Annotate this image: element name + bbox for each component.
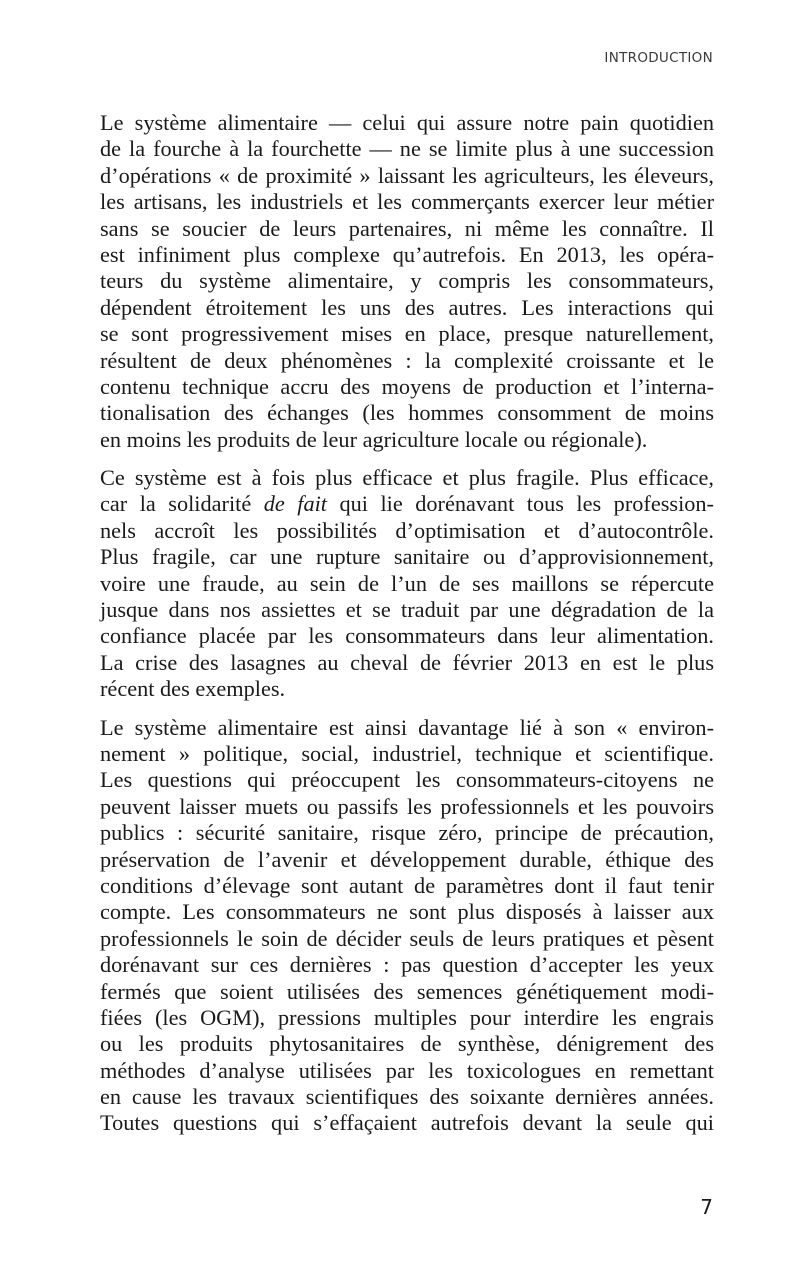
text-line: préservation de l’avenir et développement durable, éthique des xyxy=(100,846,714,872)
text-line: en moins les produits de leur agriculture locale ou régionale). xyxy=(100,426,648,452)
text-line: teurs du système alimentaire, y compris les consommateurs, xyxy=(100,268,714,294)
text-line: compte. Les consommateurs ne sont plus disposés à laisser aux xyxy=(100,899,714,925)
text-line: Ce système est à fois plus efficace et plus fragile. Plus efficace, xyxy=(100,465,714,491)
text-line: fiées (les OGM), pressions multiples pour interdire les engrais xyxy=(100,1004,714,1030)
text-line: contenu technique accru des moyens de production et l’interna- xyxy=(100,373,714,399)
text-line: professionnels le soin de décider seuls de leurs pratiques et pèsent xyxy=(100,925,714,951)
text-line: ou les produits phytosanitaires de synthèse, dénigrement des xyxy=(100,1031,714,1057)
emphasis-de-fait: de fait xyxy=(263,491,327,517)
text-line: nement » politique, social, industriel, technique et scientifique. xyxy=(100,740,714,766)
text-line: récent des exemples. xyxy=(100,676,286,702)
running-head: INTRODUCTION xyxy=(604,50,713,66)
text-line: en cause les travaux scientifiques des soixante dernières années. xyxy=(100,1084,714,1110)
text-line: résultent de deux phénomènes : la complexité croissante et le xyxy=(100,347,714,373)
text-line: Toutes questions qui s’effaçaient autrefois devant la seule qui xyxy=(100,1110,714,1136)
text-line: Le système alimentaire est ainsi davantage lié à son « environ- xyxy=(100,714,714,740)
text-line: dépendent étroitement les uns des autres. Les interactions qui xyxy=(100,294,714,320)
text-line: fermés que soient utilisées des semences génétiquement modi- xyxy=(100,978,714,1004)
text-line: nels accroît les possibilités d’optimisation et d’autocontrôle. xyxy=(100,517,714,543)
text-line: conditions d’élevage sont autant de paramètres dont il faut tenir xyxy=(100,872,714,898)
text-run: car la solidarité xyxy=(100,491,264,517)
text-line: jusque dans nos assiettes et se traduit par une dégradation de la xyxy=(100,597,714,623)
text-line: est infiniment plus complexe qu’autrefois. En 2013, les opéra- xyxy=(100,241,714,267)
text-line: Les questions qui préoccupent les consommateurs-citoyens ne xyxy=(100,767,714,793)
text-line: voire une fraude, au sein de l’un de ses maillons se répercute xyxy=(100,570,714,596)
text-line: Le système alimentaire — celui qui assure notre pain quotidien xyxy=(100,110,714,135)
text-line: se sont progressivement mises en place, presque naturellement, xyxy=(100,321,714,347)
text-line: sans se soucier de leurs partenaires, ni même les connaître. Il xyxy=(100,215,714,241)
text-line: les artisans, les industriels et les commerçants exercer leur métier xyxy=(100,189,714,215)
text-line: Plus fragile, car une rupture sanitaire ou d’approvisionnement, xyxy=(100,544,714,570)
text-line: publics : sécurité sanitaire, risque zéro, principe de précaution, xyxy=(100,820,714,846)
text-line: de la fourche à la fourchette — ne se limite plus à une succession xyxy=(100,136,714,162)
paragraph-2 xyxy=(100,465,714,703)
text-line: méthodes d’analyse utilisées par les toxicologues en remettant xyxy=(100,1057,714,1083)
text-run: qui lie dorénavant tous les profession- xyxy=(327,491,714,517)
page-number: 7 xyxy=(700,1195,713,1219)
text-line: confiance placée par les consommateurs dans leur alimentation. xyxy=(100,623,714,649)
text-line: peuvent laisser muets ou passifs les professionnels et les pouvoirs xyxy=(100,793,714,819)
paragraph-3 xyxy=(100,715,714,1137)
text-line: tionalisation des échanges (les hommes consomment de moins xyxy=(100,400,714,426)
text-line: dorénavant sur ces dernières : pas question d’accepter les yeux xyxy=(100,952,714,978)
text-line: d’opérations « de proximité » laissant les agriculteurs, les éleveurs, xyxy=(100,162,714,188)
paragraph-1 xyxy=(100,110,714,453)
text-line: La crise des lasagnes au cheval de février 2013 en est le plus xyxy=(100,649,714,675)
body-text xyxy=(100,110,714,1149)
text-line-with-emphasis xyxy=(100,491,714,517)
